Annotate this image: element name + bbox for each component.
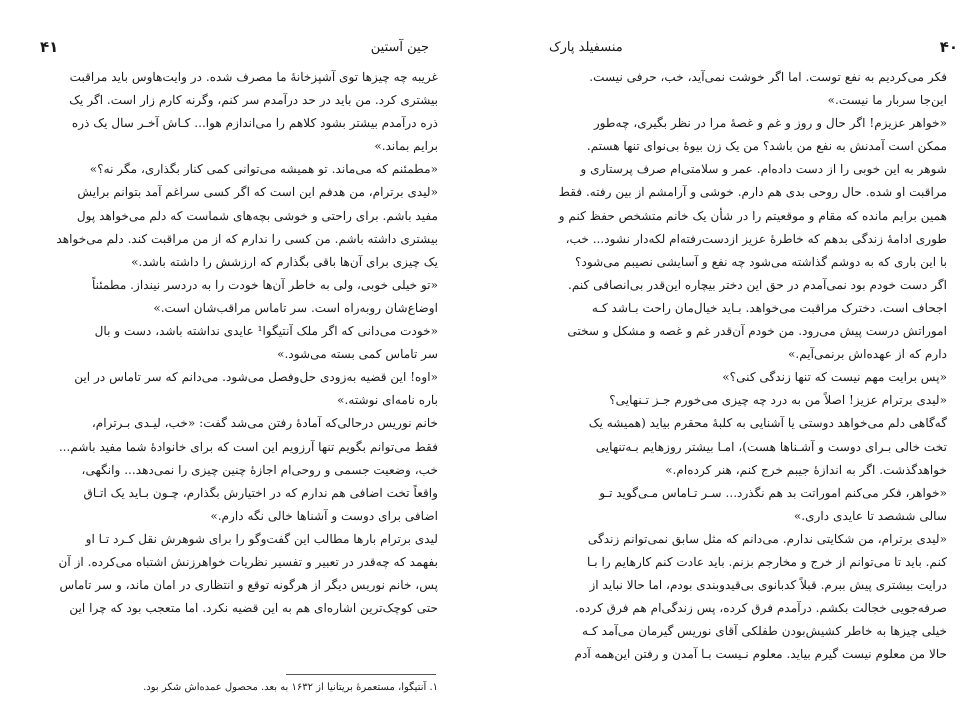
text-line: یک چیزی برای آن‌ها باقی بگذارم که ارزشش را داشته باشد.» [131,254,438,269]
text-line: «تو خیلی خوبی، ولی به خاطر آن‌ها خودت را به دردسر نینداز. مطمئناً [91,277,438,292]
text-line: برایم بماند.» [374,139,438,154]
text-line: فکر می‌کردیم به نفع توست. اما اگر خوشت نمی‌آید، خب، حرفی نیست. [589,70,947,84]
text-line: غریبه چه چیزها توی آشپزخانهٔ ما مصرف شده. در وایت‌هاوس باید مراقبت [69,70,438,84]
left-running-title: جین آستین [370,39,429,55]
text-line: گه‌گاهی دلم می‌خواهد دوستی یا آشنایی به کلبهٔ محقرم بیاید (همیشه یک [588,416,947,431]
text-line: اگر دست خودم بود نمی‌آمدم در حق این دختر بیچاره این‌قدر بی‌انصافی کنم. [567,277,947,292]
text-line: طوری ادامهٔ زندگی بدهم که خاطرهٔ عزیز ازدست‌رفته‌ام لکه‌دار نشود... خب، [565,231,947,246]
footnote-divider [286,674,436,675]
text-line: «پس برایت مهم نیست که تنها زندگی کنی؟» [722,370,947,385]
text-line: مفید باشم. برای راحتی و خوشی بچه‌های شماست که دلم می‌خواهد پول [76,208,438,223]
text-line: درایت بیشتری پیش ببرم. قبلاً کدبانوی بی‌قیدوبندی بودم، اما حالا نباید از [589,578,947,593]
left-page-number: ۴۱ [40,38,59,56]
right-page-header [549,36,958,58]
right-page-number: ۴۰ [939,38,958,56]
text-line: اموراتش درست پیش می‌رود. من خودم آن‌قدر غم و غصه و مشکل و سختی [567,324,947,339]
text-line: حالا من معلوم نیست گیرم بیاید. معلوم نـیست بـا آمدن و رفتن این‌همه آدم [574,647,947,662]
text-line: تخت خالی بـرای دوست و آشـناها هست)، امـا بیشتر روزهایم بـه‌تنهایی [595,439,947,454]
text-line: خانم نوریس درحالی‌که آمادهٔ رفتن می‌شد گفت: «خب، لیـدی بـرترام، [91,416,438,431]
text-line: ذره درآمدم بیشتر بشود کلاهم را می‌اندازم هوا... کـاش آخـر سال یک ذره [71,116,438,131]
text-line: بفهمد که چه‌قدر در تعبیر و تفسیر نظریات خواهرزنش اشتباه می‌کرده. از آن [58,554,438,569]
text-line: این‌جا سربار ما نیست.» [827,93,947,108]
left-page-header [40,36,429,58]
text-line: بیشتری داشته باشم. من کسی را ندارم که از من مراقبت کند. دلم می‌خواهد [56,231,438,246]
text-line: اوضاع‌شان روبه‌راه است. سر تاماس مراقب‌شان است.» [153,300,438,315]
right-page [489,0,978,704]
right-page-body [533,66,947,666]
text-line: سر تاماس کمی بسته می‌شود.» [277,347,438,362]
text-line: با این باری که به دوشم گذاشته می‌شود چه نفع و آسایشی نصیبم می‌شود؟ [575,254,947,269]
text-line: اضافی برای دوست و آشناها خالی نگه دارم.» [210,508,438,523]
text-line: اجحاف است. دخترک مراقبت می‌خواهد. بـاید خیال‌مان راحت بـاشد کـه [591,300,947,315]
text-line: خیلی چیزها به خاطر کشیش‌بودن طفلکی آقای نوریس گیرمان می‌آمد کـه [581,624,947,639]
text-line: دارم که از عهده‌اش برنمی‌آیم.» [788,347,947,362]
text-line: مراقبت او شده. حال روحی بدی هم دارم. خوشی و آرامشم از بین رفته. فقط [558,185,947,200]
text-line: «مطمئنم که می‌ماند. تو همیشه می‌توانی کمی کنار بگذاری، مگر نه؟» [89,162,438,177]
text-line: کنم. باید تا می‌توانم از خرج و مخارجم بزنم. باید عادت کنم کارهایم را بـا [587,554,947,569]
text-line: «لیدی برترام عزیز! اصلاً من به درد چه چیزی می‌خورم جـز تـنهایی؟ [609,393,947,408]
text-line: پس، خانم نوریس دیگر از هرگونه توقع و انتظاری در امان ماند، و سر تاماس [59,578,438,593]
text-line: حتی کوچک‌ترین اشاره‌ای هم به این قضیه نکرد. اما متعجب بود که چرا این [69,601,438,616]
text-line: خواهدگذشت. اگر به اندازهٔ جیبم خرج کنم، هنر کرده‌ام.» [665,462,947,477]
right-running-title: منسفیلد پارک [549,39,623,55]
text-line: شوهر به این خوبی را از دست داده‌ام. عمر و سلامتی‌ام صرف پرستاری و [580,162,947,177]
text-line: خب، وضعیت جسمی و روحی‌ام اجازهٔ چنین چیزی را نمی‌دهد... وانگهی، [81,462,438,477]
footnote: ۱. آنتیگوا، مستعمرهٔ بریتانیا از ۱۶۳۲ به بعد. محصول عمده‌اش شکر بود. [143,682,438,693]
text-line: واقعاً تخت اضافی هم ندارم که در اختیارش بگذارم، چـون بـاید یک اتـاق [83,485,438,500]
text-line: بیشتری کرد. من باید در حد درآمدم سر کنم، وگرنه کارم زار است. اگر یک [69,93,438,108]
text-line: سالی ششصد تا عایدی داری.» [793,508,947,523]
text-line: «اوه! این قضیه به‌زودی حل‌وفصل می‌شود. می‌دانم که سر تاماس در این [74,370,438,385]
text-line: «خودت می‌دانی که اگر ملک آنتیگوا¹ عایدی نداشته باشد، دست و بال [94,324,438,339]
left-page-body [44,66,438,620]
text-line: «لیدی برترام، من شکایتی ندارم. می‌دانم که مثل سابق نمی‌توانم زندگی [587,531,947,546]
text-line: «لیدی برترام، من هدفم این است که اگر کسی سراغم آمد بتوانم برایش [77,185,438,200]
text-line: صرفه‌جویی خجالت بکشم. درآمدم فرق کرده، پس زندگی‌ام هم فرق کرده. [574,601,947,616]
text-line: باره نامه‌ای نوشته.» [337,393,438,408]
text-line: فقط می‌توانم بگویم تنها آرزویم این است که برای خانوادهٔ شما مفید باشم... [58,439,438,454]
text-line: لیدی برترام بارها مطالب این گفت‌وگو را برای شوهرش نقل کـرد تـا او [85,531,438,546]
text-line: ممکن است آمدنش به نفع من باشد؟ من یک زن بیوهٔ بی‌نوای تنها هستم. [586,139,947,154]
text-line: «خواهر عزیزم! اگر حال و روز و غم و غصهٔ مرا در نظر بگیری، چه‌طور [593,116,947,131]
text-line: «خواهر، فکر می‌کنم اموراتت بد هم نگذرد... سـر تـاماس مـی‌گوید تـو [599,485,947,500]
text-line: همین برایم مانده که مقام و موقعیتم را در شأن یک خانم متشخص حفظ کنم و [558,208,947,223]
